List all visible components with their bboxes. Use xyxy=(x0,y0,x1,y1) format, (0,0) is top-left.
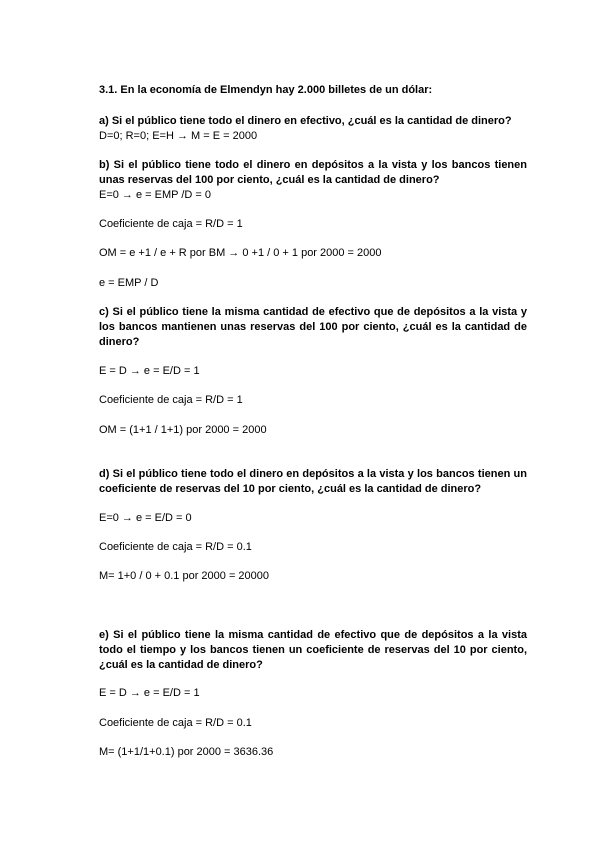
answer-c-line-1: E = D → e = E/D = 1 xyxy=(99,365,200,377)
answer-d-line-3: M= 1+0 / 0 + 0.1 por 2000 = 20000 xyxy=(99,570,270,582)
answer-b-line-2: Coeficiente de caja = R/D = 1 xyxy=(99,218,243,230)
answer-c-line-3: OM = (1+1 / 1+1) por 2000 = 2000 xyxy=(99,424,267,436)
question-e-line-1: e) Si el público tiene la misma cantidad de efectivo que de depósitos a la vista xyxy=(99,629,527,641)
answer-e-line-1: E = D → e = E/D = 1 xyxy=(99,687,200,699)
answer-b-line-4: e = EMP / D xyxy=(99,277,159,289)
answer-a-line-1: D=0; R=0; E=H → M = E = 2000 xyxy=(99,130,258,142)
answer-e-line-3: M= (1+1/1+0.1) por 2000 = 3636.36 xyxy=(99,746,274,758)
question-c-line-1: c) Si el público tiene la misma cantidad de efectivo que de depósitos a la vista y xyxy=(99,306,527,318)
question-d-line-2: coeficiente de reservas del 10 por ciento, ¿cuál es la cantidad de dinero? xyxy=(99,483,482,495)
answer-d-line-2: Coeficiente de caja = R/D = 0.1 xyxy=(99,541,252,553)
question-b-line-1: b) Si el público tiene todo el dinero en depósitos a la vista y los bancos tienen xyxy=(99,159,527,171)
answer-e-line-2: Coeficiente de caja = R/D = 0.1 xyxy=(99,717,252,729)
answer-d-line-1: E=0 → e = E/D = 0 xyxy=(99,512,192,524)
question-d-line-1: d) Si el público tiene todo el dinero en depósitos a la vista y los bancos tienen un xyxy=(99,468,527,480)
question-b-line-2: unas reservas del 100 por ciento, ¿cuál es la cantidad de dinero? xyxy=(99,174,440,186)
question-e-line-2: todo el tiempo y los bancos tienen un coeficiente de reservas del 10 por ciento, xyxy=(99,644,527,656)
question-e-line-3: ¿cuál es la cantidad de dinero? xyxy=(99,659,263,671)
question-c-line-2: los bancos mantienen unas reservas del 100 por ciento, ¿cuál es la cantidad de xyxy=(99,321,527,333)
question-a: a) Si el público tiene todo el dinero en efectivo, ¿cuál es la cantidad de dinero? xyxy=(99,115,512,127)
answer-b-line-3: OM = e +1 / e + R por BM → 0 +1 / 0 + 1 por 2000 = 2000 xyxy=(99,247,382,259)
question-c-line-3: dinero? xyxy=(99,336,140,348)
answer-c-line-2: Coeficiente de caja = R/D = 1 xyxy=(99,394,243,406)
answer-b-line-1: E=0 → e = EMP /D = 0 xyxy=(99,189,211,201)
exercise-title: 3.1. En la economía de Elmendyn hay 2.000 billetes de un dólar: xyxy=(99,84,433,96)
